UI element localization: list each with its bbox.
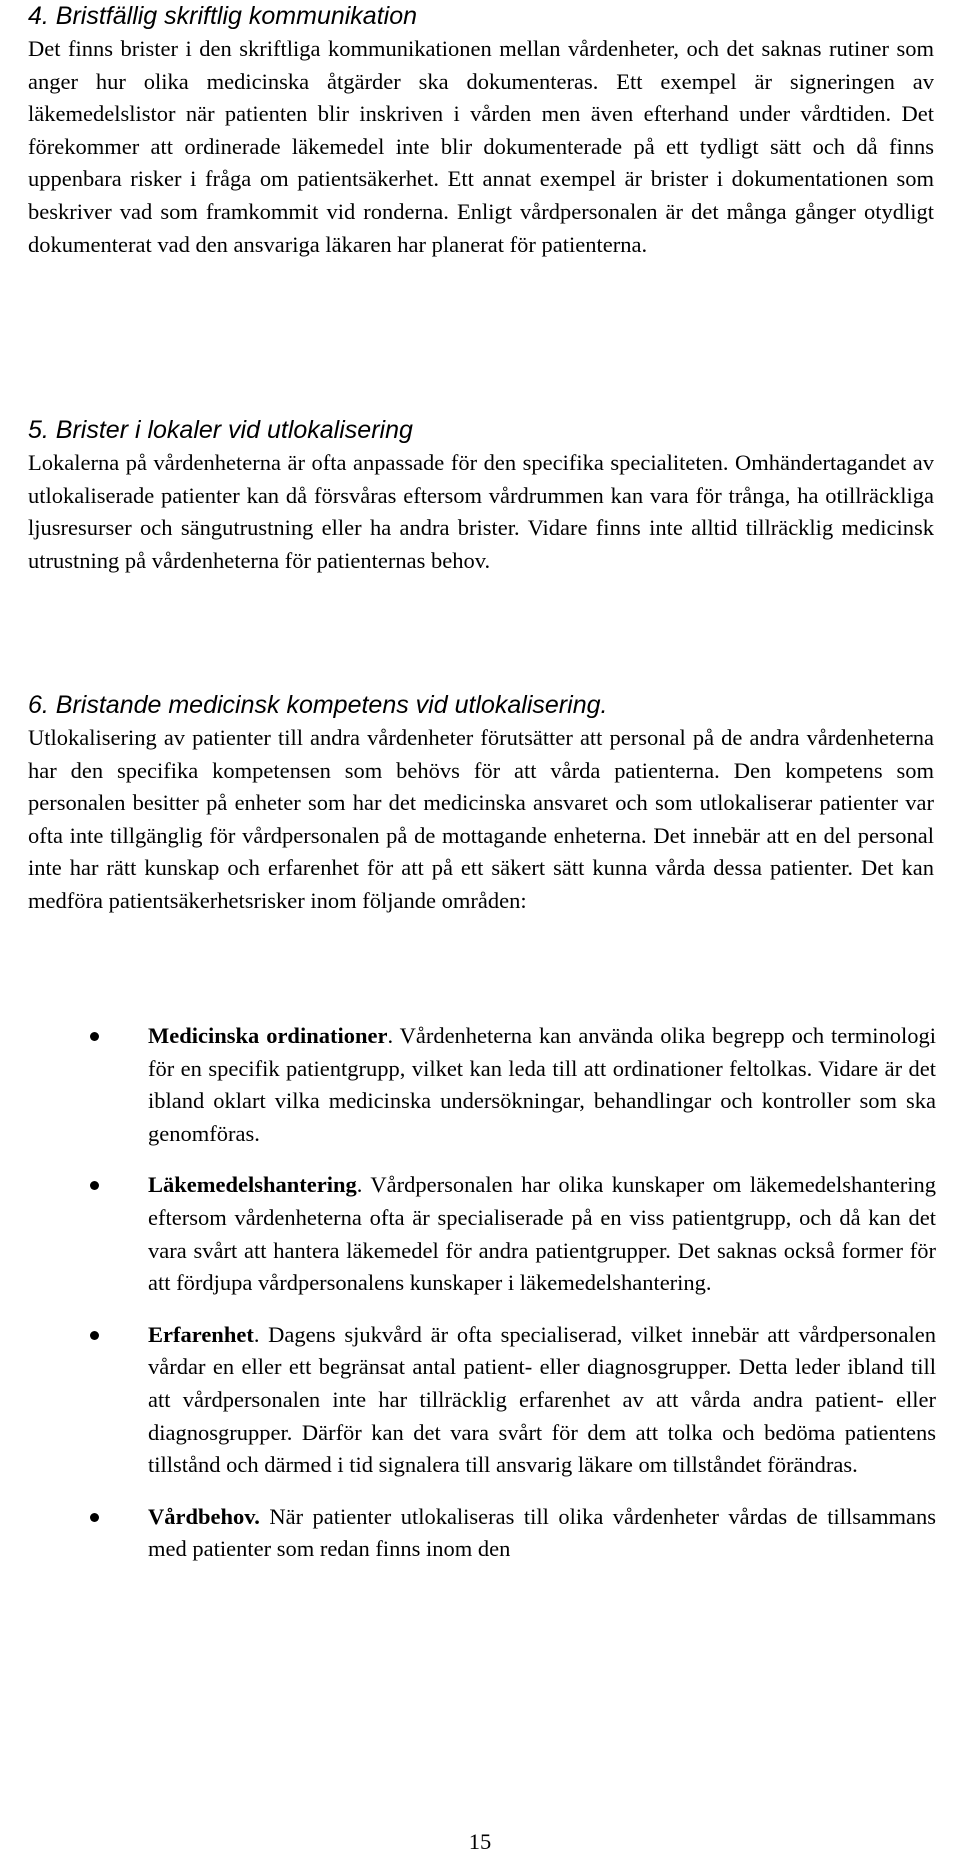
- section-5: [28, 414, 934, 577]
- list-item: [90, 1020, 936, 1150]
- bullet-icon: [90, 1181, 99, 1190]
- section-4: [28, 0, 934, 261]
- list-item-term: Erfarenhet: [148, 1321, 254, 1347]
- page-number: 15: [468, 1829, 492, 1854]
- list-item-description: . Dagens sjukvård är ofta specialiserad, vilket innebär att vårdpersonalen vårdar en eller ett begränsat antal patient- eller diagnosgrupper. Detta leder ibland till att vårdpersonalen inte har tillräcklig erfarenhet av att vårda andra patient- eller diagnosgrupper. Därför kan det vara svårt för dem att tolka och bedöma patientens tillstånd och därmed i tid signalera till ansvarig läkare om tillståndet förändras.: [148, 1321, 936, 1478]
- list-item: [90, 1319, 936, 1482]
- bullet-icon: [90, 1513, 99, 1522]
- bullet-icon: [90, 1331, 99, 1340]
- risk-area-list: [90, 1020, 936, 1585]
- bullet-icon: [90, 1032, 99, 1041]
- list-item-text: [148, 1020, 936, 1150]
- section-paragraph: Det finns brister i den skriftliga kommunikationen mellan vårdenheter, och det saknas rutiner som anger hur olika medicinska åtgärder ska dokumenteras. Ett exempel är signeringen av läkemedelslistor när patienten blir inskriven i vården men även efterhand under vårdtiden. Det förekommer att ordinerade läkemedel inte blir dokumenterade på ett tydligt sätt och då finns uppenbara risker i fråga om patientsäkerhet. Ett annat exempel är brister i dokumentationen som beskriver vad som framkommit vid ronderna. Enligt vårdpersonalen är det många gånger otydligt dokumenterat vad den ansvariga läkaren har planerat för patienterna.: [28, 36, 934, 257]
- section-heading: 4. Bristfällig skriftlig kommunikation: [28, 2, 418, 30]
- section-paragraph: Utlokalisering av patienter till andra vårdenheter förutsätter att personal på de andra vårdenheterna har den specifika kompetensen som behövs för att vårda patienterna. Den kompetens som personalen besitter på enheter som har det medicinska ansvaret och som utlokaliserar patienter var ofta inte tillgänglig för vårdpersonalen på de mottagande enheterna. Det innebär att en del personal inte har rätt kunskap och erfarenhet för att på ett säkert sätt kunna vårda dessa patienter. Det kan medföra patientsäkerhetsrisker inom följande områden:: [28, 725, 934, 913]
- list-item-text: [148, 1319, 936, 1482]
- list-item: [90, 1169, 936, 1299]
- list-item-term: Medicinska ordinationer: [148, 1023, 388, 1048]
- section-heading: 5. Brister i lokaler vid utlokalisering: [28, 416, 413, 444]
- section-6: [28, 689, 934, 918]
- list-item-text: [148, 1501, 936, 1566]
- list-item: [90, 1501, 936, 1566]
- list-item-description: När patienter utlokaliseras till olika vårdenheter vårdas de tillsammans med patienter som redan finns inom den: [148, 1503, 936, 1562]
- list-item-term: Vårdbehov.: [148, 1503, 260, 1529]
- section-paragraph: Lokalerna på vårdenheterna är ofta anpassade för den specifika specialiteten. Omhändertagandet av utlokaliserade patienter kan då försvåras eftersom vårdrummen kan vara för trånga, ha otillräckliga ljusresurser och sängutrustning eller ha andra brister. Vidare finns inte alltid tillräcklig medicinsk utrustning på vårdenheterna för patienternas behov.: [28, 450, 934, 573]
- section-heading: 6. Bristande medicinsk kompetens vid utlokalisering.: [28, 691, 608, 719]
- list-item-description: . Vårdenheterna kan använda olika begrepp och terminologi för en specifik patientgrupp, vilket kan leda till att ordinationer feltolkas. Vidare är det ibland oklart vilka medicinska undersökningar, behandlingar och kontroller som ska genomföras.: [148, 1023, 936, 1146]
- list-item-description: . Vårdpersonalen har olika kunskaper om läkemedelshantering eftersom vårdenheterna ofta är specialiserade på en viss patientgrupp, och då kan det vara svårt att hantera läkemedel för andra patientgrupper. Det saknas också former för att fördjupa vårdpersonalens kunskaper i läkemedelshantering.: [148, 1172, 936, 1296]
- list-item-text: [148, 1169, 936, 1299]
- list-item-term: Läkemedelshantering: [148, 1172, 357, 1198]
